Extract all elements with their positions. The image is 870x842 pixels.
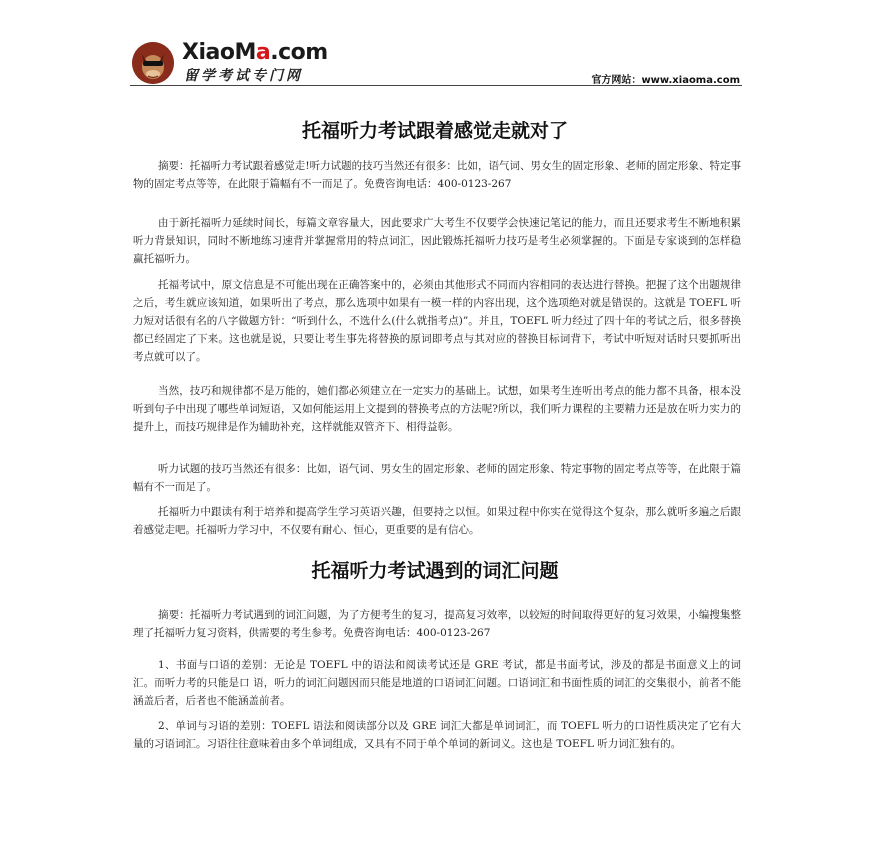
brand-slogan: 留学考试专门网 <box>184 68 303 84</box>
site-url-link[interactable]: www.xiaoma.com <box>641 75 740 86</box>
horse-mascot-icon <box>132 42 174 84</box>
official-site <box>591 71 740 86</box>
article2-paragraph: 1、书面与口语的差别：无论是 TOEFL 中的语法和阅读考试还是 GRE 考试，都是书面考试，涉及的都是书面意义上的词汇。而听力考的只能是口 语，听力的词汇问题因而只能是地道的口语词汇问题。口语词汇和书面性质的词汇的交集很小，前者不能涵盖后者，后者也不能涵盖前者。 <box>133 659 741 707</box>
article1-paragraph: 听力试题的技巧当然还有很多：比如，语气词、男女生的固定形象、老师的固定形象、特定事物的固定考点等等，在此限于篇幅有不一而足了。 <box>133 463 741 493</box>
article2-paragraph: 2、单词与习语的差别：TOEFL 语法和阅读部分以及 GRE 词汇大都是单词词汇，而 TOEFL 听力的口语性质决定了它有大量的习语词汇。习语往往意味着由多个单词组成，又具有不同于单个单词的新词义。这也是 TOEFL 听力词汇独有的。 <box>133 720 741 750</box>
article2-abstract: 摘要：托福听力考试遇到的词汇问题，为了方便考生的复习，提高复习效率，以较短的时间取得更好的复习效果，小编搜集整理了托福听力复习资料，供需要的考生参考。免费咨询电话：400-0123-267 <box>133 609 741 639</box>
article1-abstract: 摘要：托福听力考试跟着感觉走!听力试题的技巧当然还有很多：比如，语气词、男女生的固定形象、老师的固定形象、特定事物的固定考点等等，在此限于篇幅有不一而足了。免费咨询电话：400-0123-267 <box>133 160 741 190</box>
page-header <box>130 38 742 88</box>
article1-paragraph: 托福听力中跟读有利于培养和提高学生学习英语兴趣，但要持之以恒。如果过程中你实在觉得这个复杂，那么就听多遍之后跟着感觉走吧。托福听力学习中，不仅要有耐心、恒心，更重要的是有信心。 <box>133 506 741 536</box>
brand-wordmark: XiaoMa.com <box>182 40 328 65</box>
site-label: 官方网站： <box>591 75 642 86</box>
article1-title: 托福听力考试跟着感觉走就对了 <box>301 120 568 142</box>
article2-title: 托福听力考试遇到的词汇问题 <box>311 560 559 582</box>
article1-paragraph: 由于新托福听力延续时间长，每篇文章容量大，因此要求广大考生不仅要学会快速记笔记的能力，而且还要求考生不断地积累听力背景知识，同时不断地练习速背并掌握常用的特点词汇，因此锻炼托福听力技巧是考生必须掌握的。下面是专家谈到的怎样稳赢托福听力。 <box>133 217 741 265</box>
article1-paragraph: 当然，技巧和规律都不是万能的，她们都必须建立在一定实力的基础上。试想，如果考生连听出考点的能力都不具备，根本没听到句子中出现了哪些单词短语，又如何能运用上文提到的替换考点的方法呢?所以，我们听力课程的主要精力还是放在听力实力的提升上，而技巧规律是作为辅助补充，这样就能双管齐下、相得益彰。 <box>133 385 741 433</box>
xiaoma-logo[interactable] <box>132 40 347 84</box>
article1-paragraph: 托福考试中，原文信息是不可能出现在正确答案中的，必须由其他形式不同而内容相同的表达进行替换。把握了这个出题规律之后，考生就应该知道，如果听出了考点，那么选项中如果有一模一样的内容出现，这个选项绝对就是错误的。这就是 TOEFL 听力短对话很有名的八字做题方针：“听到什么，不选什么(什么就指考点)”。并且，TOEFL 听力经过了四十年的考试之后，很多替换都已经固定了下来。这也就是说，只要让考生事先将替换的原词即考点与其对应的替换目标词背下，考试中听短对话时只要抓听出考点就可以了。 <box>133 279 741 363</box>
header-divider <box>130 85 742 86</box>
